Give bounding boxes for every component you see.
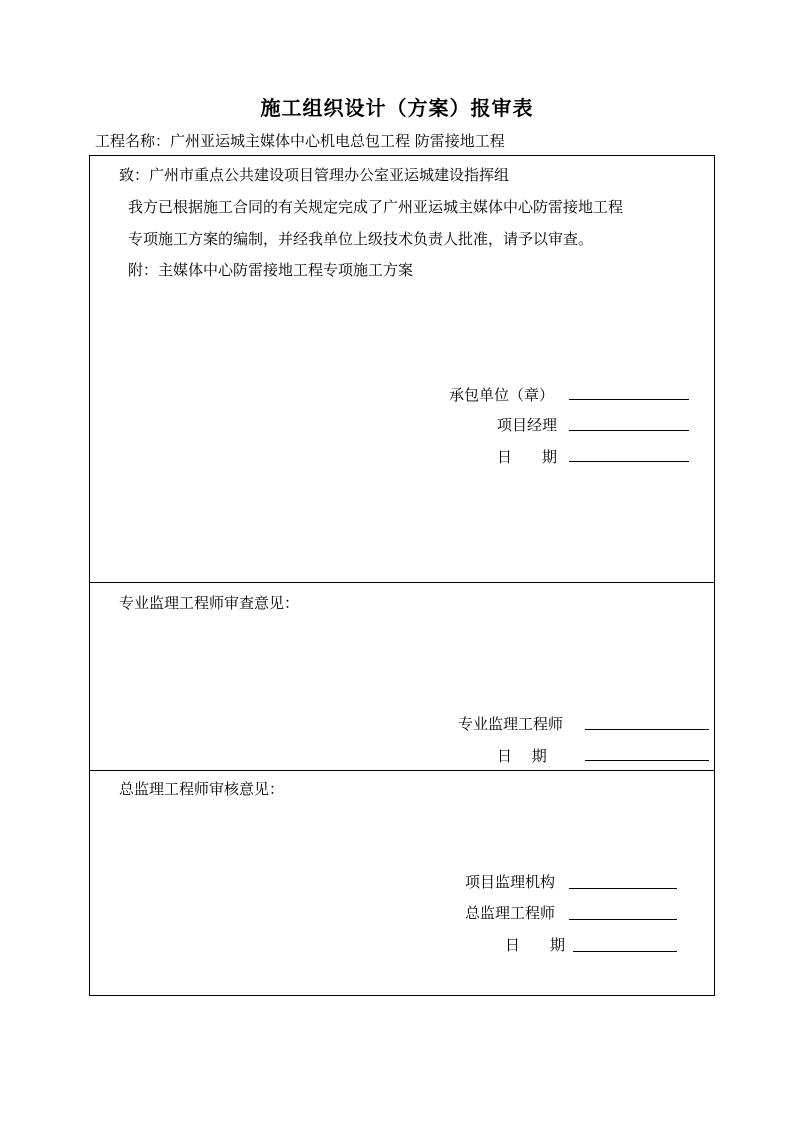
specialist-engineer-field[interactable] — [585, 729, 709, 730]
chief-date-label: 日 期 — [505, 936, 566, 954]
specialist-review-heading: 专业监理工程师审查意见： — [119, 594, 300, 612]
contractor-seal-label: 承包单位（章） — [449, 386, 555, 404]
specialist-engineer-label: 专业监理工程师 — [458, 715, 564, 733]
attachment-line: 附：主媒体中心防雷接地工程专项施工方案 — [128, 261, 414, 279]
specialist-date-label: 日 期 — [497, 747, 547, 765]
chief-engineer-field[interactable] — [569, 919, 677, 920]
specialist-review-section — [90, 582, 714, 770]
body-text-line-1: 我方已根据施工合同的有关规定完成了广州亚运城主媒体中心防雷接地工程 — [128, 198, 624, 216]
specialist-date-field[interactable] — [585, 760, 709, 761]
project-manager-field[interactable] — [569, 430, 689, 431]
supervision-agency-field[interactable] — [569, 888, 677, 889]
project-name-line: 工程名称：广州亚运城主媒体中心机电总包工程 防雷接地工程 — [95, 132, 505, 150]
submission-date-label: 日 期 — [497, 448, 558, 466]
body-text-line-2: 专项施工方案的编制，并经我单位上级技术负责人批准，请予以审查。 — [128, 230, 594, 248]
form-title: 施工组织设计（方案）报审表 — [260, 96, 534, 120]
submission-date-field[interactable] — [569, 461, 689, 462]
submission-section — [90, 156, 714, 582]
project-manager-label: 项目经理 — [497, 416, 558, 434]
contractor-seal-field[interactable] — [569, 399, 689, 400]
chief-engineer-label: 总监理工程师 — [465, 904, 556, 922]
addressee-line: 致：广州市重点公共建设项目管理办公室亚运城建设指挥组 — [119, 166, 510, 184]
supervision-agency-label: 项目监理机构 — [465, 873, 556, 891]
chief-date-field[interactable] — [573, 951, 677, 952]
form-table — [89, 155, 715, 996]
chief-review-heading: 总监理工程师审核意见： — [119, 780, 285, 798]
chief-review-section — [90, 770, 714, 996]
